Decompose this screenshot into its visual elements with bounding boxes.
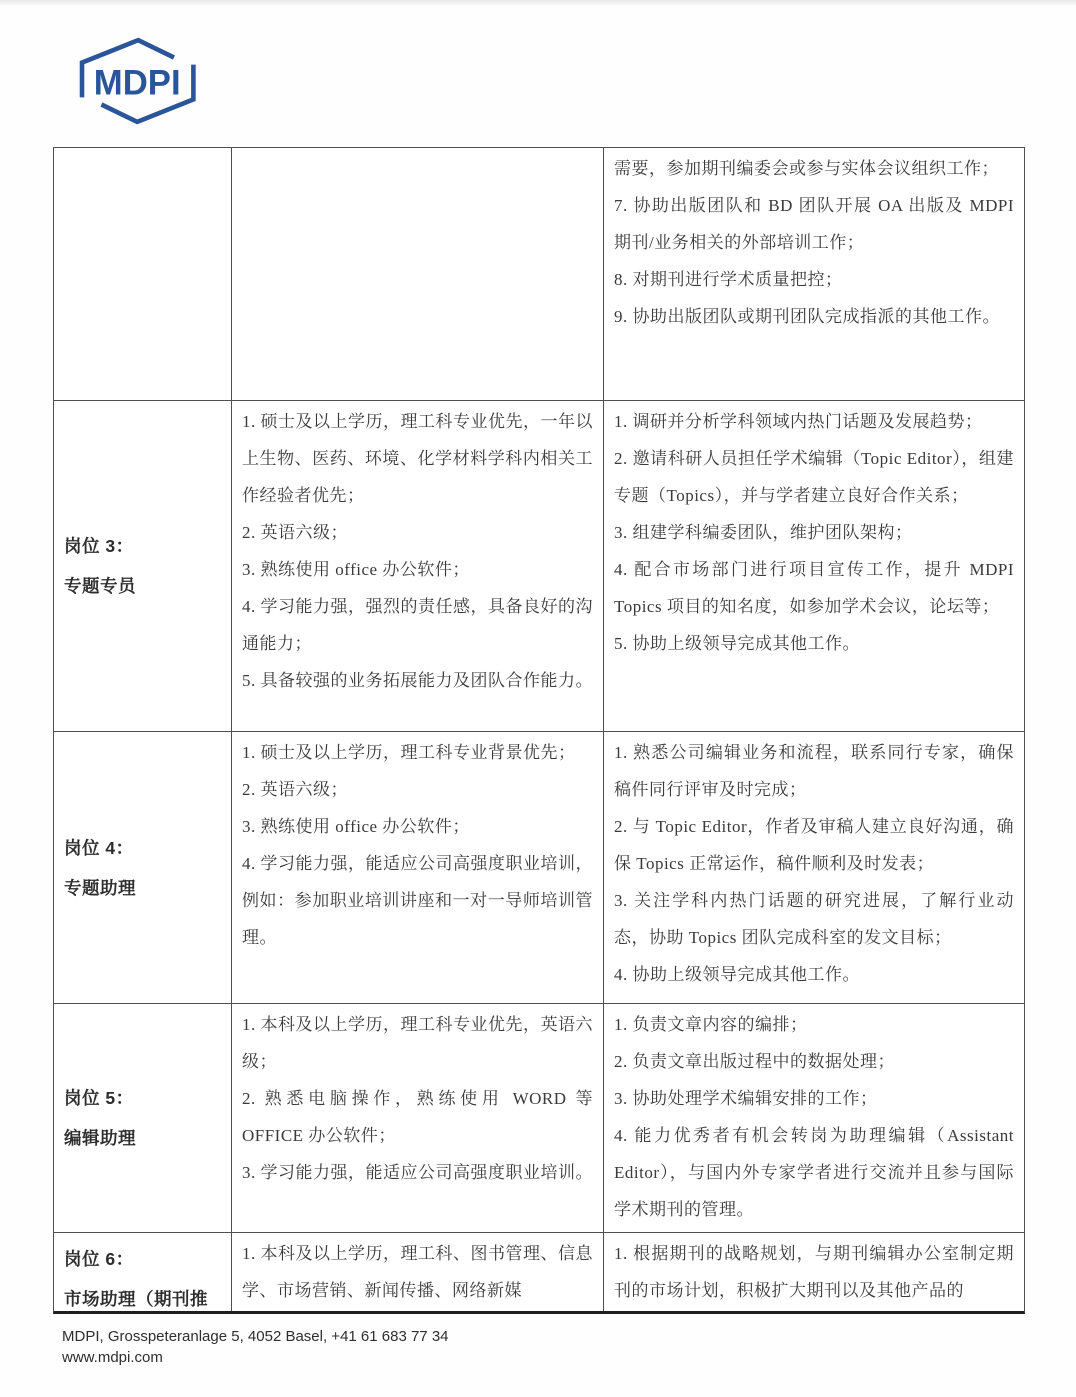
duties-cell — [604, 732, 1024, 1003]
text-line: 4. 能力优秀者有机会转岗为助理编辑（Assistant Editor），与国内外专家学者进行交流并且参与国际学术期刊的管理。 — [614, 1126, 1014, 1219]
duties-cell — [604, 1233, 1024, 1311]
position-cell — [54, 1004, 232, 1232]
text-line: 2. 与 Topic Editor，作者及审稿人建立良好沟通，确保 Topics 正常运作，稿件顺利及时发表； — [614, 817, 1014, 873]
duties-cell — [604, 148, 1024, 400]
text-line: 9. 协助出版团队或期刊团队完成指派的其他工作。 — [614, 307, 1000, 326]
text-line: 5. 具备较强的业务拓展能力及团队合作能力。 — [242, 671, 593, 690]
text-line: 2. 负责文章出版过程中的数据处理； — [614, 1052, 895, 1071]
table-row-position-3 — [54, 401, 1024, 732]
position-label: 岗位 5： — [64, 1088, 134, 1108]
logo-brand-text: MDPI — [93, 64, 181, 103]
text-line: 需要，参加期刊编委会或参与实体会议组织工作； — [614, 159, 999, 178]
text-line: 1. 调研并分析学科领域内热门话题及发展趋势； — [614, 412, 983, 431]
position-title: 编辑助理 — [64, 1128, 136, 1148]
position-title: 专题助理 — [64, 877, 136, 898]
position-title: 市场助理（期刊推 — [64, 1289, 208, 1309]
table-row-position-4 — [54, 732, 1024, 1004]
position-label: 岗位 3： — [64, 536, 134, 556]
table-row-position-6 — [54, 1233, 1024, 1311]
position-title: 专题专员 — [64, 576, 136, 596]
duties-cell — [604, 401, 1024, 731]
text-line: 4. 协助上级领导完成其他工作。 — [614, 965, 860, 984]
requirements-cell — [232, 732, 604, 1003]
text-line: 4. 配合市场部门进行项目宣传工作，提升 MDPI Topics 项目的知名度，如参加学术会议，论坛等； — [614, 560, 1014, 616]
job-positions-table — [53, 147, 1025, 1314]
footer-website: www.mdpi.com — [62, 1349, 163, 1366]
text-line: 1. 硕士及以上学历，理工科专业背景优先； — [242, 743, 576, 762]
text-line: 5. 协助上级领导完成其他工作。 — [614, 634, 860, 653]
requirements-cell — [232, 148, 604, 400]
text-line: 1. 根据期刊的战略规划，与期刊编辑办公室制定期刊的市场计划，积极扩大期刊以及其他产品的 — [614, 1244, 1014, 1300]
text-line: 4. 学习能力强，强烈的责任感，具备良好的沟通能力； — [242, 597, 593, 653]
position-label: 岗位 4： — [64, 837, 134, 858]
text-line: 3. 学习能力强，能适应公司高强度职业培训。 — [242, 1163, 593, 1182]
position-label: 岗位 6： — [64, 1249, 134, 1269]
text-line: 3. 熟练使用 office 办公软件； — [242, 817, 470, 836]
text-line: 7. 协助出版团队和 BD 团队开展 OA 出版及 MDPI 期刊/业务相关的外部培训工作； — [614, 196, 1014, 252]
requirements-cell — [232, 401, 604, 731]
position-cell — [54, 732, 232, 1003]
position-cell — [54, 401, 232, 731]
text-line: 3. 关注学科内热门话题的研究进展，了解行业动态，协助 Topics 团队完成科室的发文目标； — [614, 891, 1014, 947]
text-line: 2. 英语六级； — [242, 780, 348, 799]
text-line: 2. 邀请科研人员担任学术编辑（Topic Editor），组建专题（Topics），并与学者建立良好合作关系； — [614, 449, 1014, 505]
text-line: 1. 硕士及以上学历，理工科专业优先，一年以上生物、医药、环境、化学材料学科内相关工作经验者优先； — [242, 412, 593, 505]
text-line: 1. 熟悉公司编辑业务和流程，联系同行专家，确保稿件同行评审及时完成； — [614, 743, 1014, 799]
position-cell — [54, 148, 232, 400]
mdpi-logo — [58, 34, 198, 128]
page-top-shade — [0, 0, 1076, 6]
requirements-cell — [232, 1233, 604, 1311]
footer-address: MDPI, Grosspeteranlage 5, 4052 Basel, +41 61 683 77 34 — [62, 1328, 449, 1345]
position-cell — [54, 1233, 232, 1311]
text-line: 3. 组建学科编委团队，维护团队架构； — [614, 523, 913, 542]
duties-cell — [604, 1004, 1024, 1232]
text-line: 2. 英语六级； — [242, 523, 348, 542]
text-line: 1. 本科及以上学历，理工科、图书管理、信息学、市场营销、新闻传播、网络新媒 — [242, 1244, 593, 1300]
requirements-cell — [232, 1004, 604, 1232]
text-line: 3. 熟练使用 office 办公软件； — [242, 560, 470, 579]
table-row-position-5 — [54, 1004, 1024, 1233]
text-line: 1. 本科及以上学历，理工科专业优先，英语六级； — [242, 1015, 593, 1071]
text-line: 3. 协助处理学术编辑安排的工作； — [614, 1089, 878, 1108]
table-row-continuation — [54, 148, 1024, 401]
text-line: 2. 熟悉电脑操作，熟练使用 WORD 等 OFFICE 办公软件； — [242, 1089, 593, 1145]
text-line: 8. 对期刊进行学术质量把控； — [614, 270, 843, 289]
page-footer — [62, 1326, 449, 1368]
text-line: 1. 负责文章内容的编排； — [614, 1015, 808, 1034]
text-line: 4. 学习能力强，能适应公司高强度职业培训，例如：参加职业培训讲座和一对一导师培训管理。 — [242, 854, 593, 947]
